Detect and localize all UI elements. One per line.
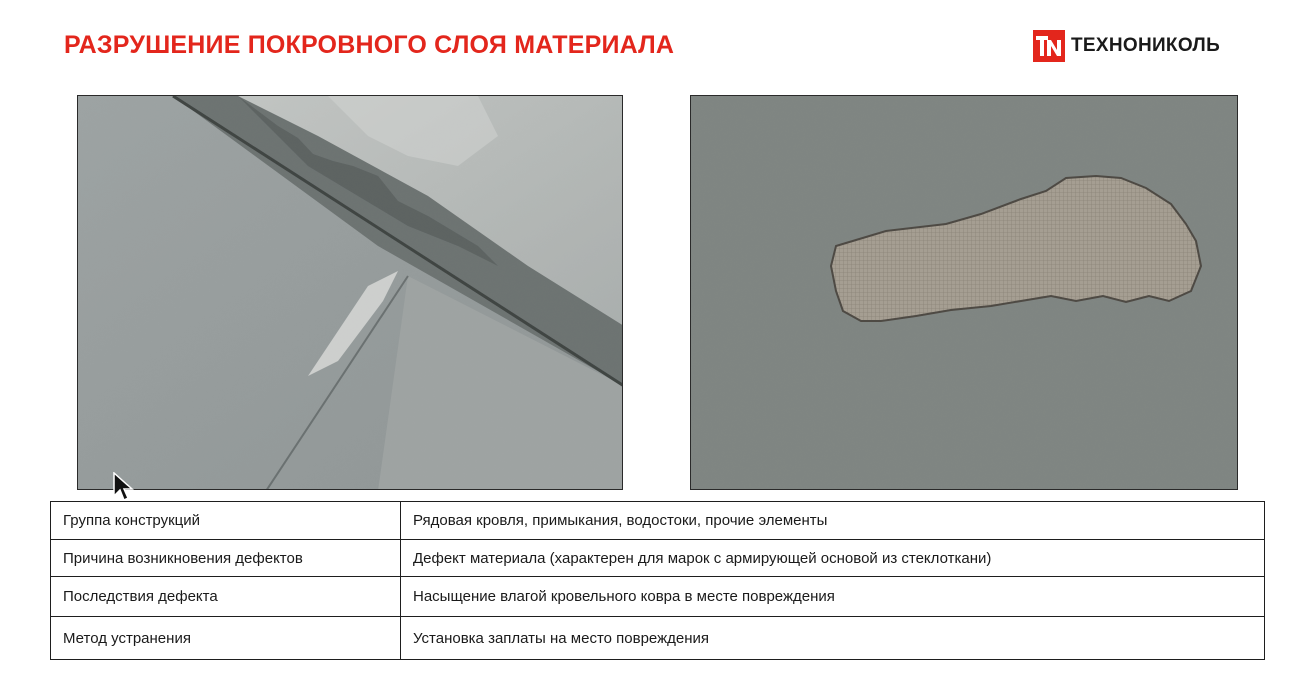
page-title: РАЗРУШЕНИЕ ПОКРОВНОГО СЛОЯ МАТЕРИАЛА xyxy=(64,31,675,59)
brand-logo xyxy=(1033,30,1220,62)
row-label-defect-consequences: Последствия дефекта xyxy=(51,577,401,617)
row-label-defect-cause: Причина возникновения дефектов xyxy=(51,540,401,577)
table-row xyxy=(51,617,1265,660)
row-value-fix-method: Установка заплаты на место повреждения xyxy=(401,617,1265,660)
mouse-cursor-icon xyxy=(112,472,134,502)
photo-exposed-fiberglass xyxy=(690,95,1238,490)
photo-roof-seam-damage xyxy=(77,95,623,490)
row-label-construction-group: Группа конструкций xyxy=(51,502,401,540)
defect-info-table xyxy=(50,501,1265,660)
table-row xyxy=(51,502,1265,540)
brand-name: ТЕХНОНИКОЛЬ xyxy=(1071,35,1221,56)
technonicol-logo-icon xyxy=(1033,30,1065,62)
table-row xyxy=(51,577,1265,617)
table-row xyxy=(51,540,1265,577)
row-value-defect-cause: Дефект материала (характерен для марок с армирующей основой из стеклоткани) xyxy=(401,540,1265,577)
row-value-defect-consequences: Насыщение влагой кровельного ковра в месте повреждения xyxy=(401,577,1265,617)
row-label-fix-method: Метод устранения xyxy=(51,617,401,660)
row-value-construction-group: Рядовая кровля, примыкания, водостоки, прочие элементы xyxy=(401,502,1265,540)
